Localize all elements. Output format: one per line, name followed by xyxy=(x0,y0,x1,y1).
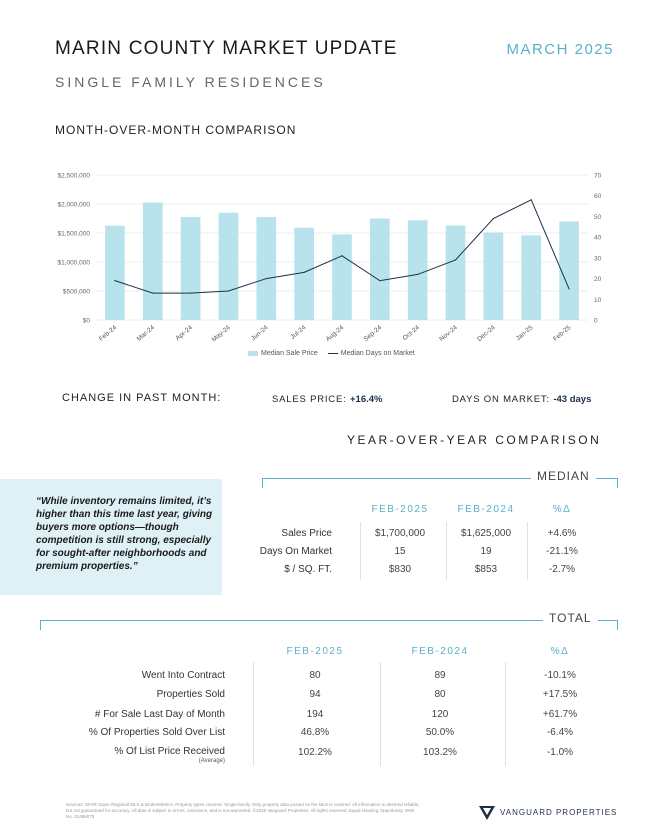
x-tick-label: Mar-24 xyxy=(135,324,157,343)
y-left-tick-label: $0 xyxy=(82,317,90,325)
mom-chart xyxy=(40,165,620,365)
total-row-label: # For Sale Last Day of Month xyxy=(94,709,225,720)
total-col-change: %Δ xyxy=(550,646,570,657)
line-point xyxy=(228,290,229,291)
sales-price-change xyxy=(272,394,383,405)
median-row-label: Days On Market xyxy=(259,546,332,557)
total-cell: 120 xyxy=(431,709,449,720)
x-tick-label: Jun-24 xyxy=(249,324,270,343)
median-cell: $1,700,000 xyxy=(374,528,426,539)
y-right-tick-label: 60 xyxy=(594,193,602,201)
x-tick-label: Apr-24 xyxy=(174,324,194,343)
logo-mark-icon xyxy=(478,805,496,821)
dom-change xyxy=(452,394,591,405)
bar xyxy=(219,213,239,320)
median-cell: $830 xyxy=(388,564,412,575)
line-point xyxy=(531,199,532,200)
legend-bar-swatch xyxy=(248,351,258,356)
y-right-tick-label: 0 xyxy=(594,317,598,325)
mom-heading: MONTH-OVER-MONTH COMPARISON xyxy=(55,123,297,137)
total-row-label: % Of List Price Received xyxy=(114,746,225,757)
y-left-tick-label: $2,000,000 xyxy=(57,201,90,209)
total-col-feb2024: FEB-2024 xyxy=(411,646,469,657)
divider xyxy=(380,662,381,766)
legend-line-label: Median Days on Market xyxy=(340,350,415,357)
divider xyxy=(253,662,254,766)
footer-sources: Sources: SFAR Super Regional MLS & BrokerMetrics. Property types covered: Single-family. Only property data posted on the MLS is covered. All information is deemed reliable, but not guaranteed for accuracy. All data is subject to errors, omissions, and is not warranted. ©2025 Vanguard Properties. All rights reserved. Equal Housing Opportunity. DRE No. 01486075 xyxy=(66,802,420,819)
total-cell: 103.2% xyxy=(423,747,457,758)
x-tick-label: Dec-24 xyxy=(476,324,497,344)
line-point xyxy=(379,280,380,281)
dom-value: -43 days xyxy=(553,394,592,405)
median-row-label: $ / SQ. FT. xyxy=(284,564,332,575)
x-tick-label: May-24 xyxy=(210,324,232,344)
total-bracket xyxy=(40,620,618,630)
median-label: MEDIAN xyxy=(531,469,596,483)
y-right-tick-label: 50 xyxy=(594,213,602,221)
line-point xyxy=(304,272,305,273)
median-cell: 15 xyxy=(394,546,406,557)
median-cell: -2.7% xyxy=(548,564,576,575)
median-cell: -21.1% xyxy=(546,546,578,557)
bar xyxy=(143,203,163,320)
dom-label: DAYS ON MARKET: xyxy=(452,394,550,405)
median-cell: +4.6% xyxy=(547,528,577,539)
x-tick-label: Nov-24 xyxy=(438,324,459,344)
y-left-tick-label: $1,500,000 xyxy=(57,230,90,238)
sales-price-value: +16.4% xyxy=(350,394,383,405)
total-col-feb2025: FEB-2025 xyxy=(286,646,344,657)
divider xyxy=(527,522,528,580)
x-tick-label: Oct-24 xyxy=(401,324,421,343)
bar xyxy=(408,220,428,320)
y-left-tick-label: $1,000,000 xyxy=(57,259,90,267)
median-cell: 19 xyxy=(480,546,492,557)
total-row-label: Properties Sold xyxy=(156,689,225,700)
x-tick-label: Jul-24 xyxy=(289,324,308,341)
line-point xyxy=(266,278,267,279)
total-cell: 80 xyxy=(434,689,446,700)
bar xyxy=(484,232,504,320)
y-right-tick-label: 40 xyxy=(594,234,602,242)
line-point xyxy=(152,292,153,293)
line-point xyxy=(493,218,494,219)
change-label: CHANGE IN PAST MONTH: xyxy=(62,392,222,404)
median-col-feb2025: FEB-2025 xyxy=(371,504,429,515)
total-cell: -10.1% xyxy=(544,670,576,681)
x-tick-label: Feb-24 xyxy=(97,324,119,343)
sales-price-label: SALES PRICE: xyxy=(272,394,347,405)
total-row-sublabel: (Average) xyxy=(198,758,225,764)
bar xyxy=(105,226,125,320)
total-cell: -6.4% xyxy=(546,727,574,738)
total-cell: 89 xyxy=(434,670,446,681)
total-row-label: Went Into Contract xyxy=(141,670,225,681)
y-left-tick-label: $2,500,000 xyxy=(57,172,90,180)
total-cell: 102.2% xyxy=(298,747,332,758)
quote-box xyxy=(0,479,222,595)
median-cell: $853 xyxy=(474,564,498,575)
bar xyxy=(446,225,466,320)
total-row-label: % Of Properties Sold Over List xyxy=(88,727,225,738)
total-cell: 194 xyxy=(306,709,324,720)
x-tick-label: Feb-25 xyxy=(552,324,573,343)
logo-text: VANGUARD PROPERTIES xyxy=(500,808,618,818)
x-tick-label: Sep-24 xyxy=(362,324,384,344)
y-right-tick-label: 70 xyxy=(594,172,602,180)
line-point xyxy=(341,255,342,256)
quote-text: “While inventory remains limited, it’s higher than this time last year, giving buyers more options—though competition is still strong, especially for sought-after neighborhoods and premium properties.” xyxy=(36,496,213,572)
x-tick-label: Aug-24 xyxy=(324,324,346,344)
y-left-tick-label: $500,000 xyxy=(62,288,90,296)
total-label: TOTAL xyxy=(543,611,598,625)
bar xyxy=(559,221,579,320)
y-right-tick-label: 10 xyxy=(594,296,602,304)
median-row-label: Sales Price xyxy=(281,528,332,539)
line-point xyxy=(568,288,569,289)
page-subtitle: SINGLE FAMILY RESIDENCES xyxy=(55,74,326,90)
line-point xyxy=(455,259,456,260)
page-title: MARIN COUNTY MARKET UPDATE xyxy=(55,38,398,59)
total-cell: -1.0% xyxy=(546,747,574,758)
legend-line-swatch xyxy=(328,353,338,354)
median-col-change: %Δ xyxy=(552,504,572,515)
median-cell: $1,625,000 xyxy=(460,528,512,539)
line-point xyxy=(417,274,418,275)
company-logo xyxy=(478,805,617,821)
report-date: MARCH 2025 xyxy=(506,41,614,58)
total-cell: 80 xyxy=(309,670,321,681)
total-cell: 46.8% xyxy=(300,727,330,738)
bar xyxy=(181,217,201,320)
legend-bar-label: Median Sale Price xyxy=(261,350,318,357)
median-col-feb2024: FEB-2024 xyxy=(457,504,515,515)
divider xyxy=(505,662,506,766)
chart-legend xyxy=(248,350,415,357)
y-right-tick-label: 20 xyxy=(594,276,602,284)
bar xyxy=(370,219,390,321)
x-tick-label: Jan-25 xyxy=(514,324,535,343)
total-cell: +61.7% xyxy=(542,709,578,720)
total-cell: 50.0% xyxy=(425,727,455,738)
bar xyxy=(332,234,352,320)
yoy-heading: YEAR-OVER-YEAR COMPARISON xyxy=(347,433,602,447)
bar xyxy=(521,235,541,320)
bar xyxy=(256,217,276,320)
total-cell: 94 xyxy=(309,689,321,700)
line-point xyxy=(114,280,115,281)
y-right-tick-label: 30 xyxy=(594,255,602,263)
line-point xyxy=(190,292,191,293)
total-cell: +17.5% xyxy=(542,689,578,700)
